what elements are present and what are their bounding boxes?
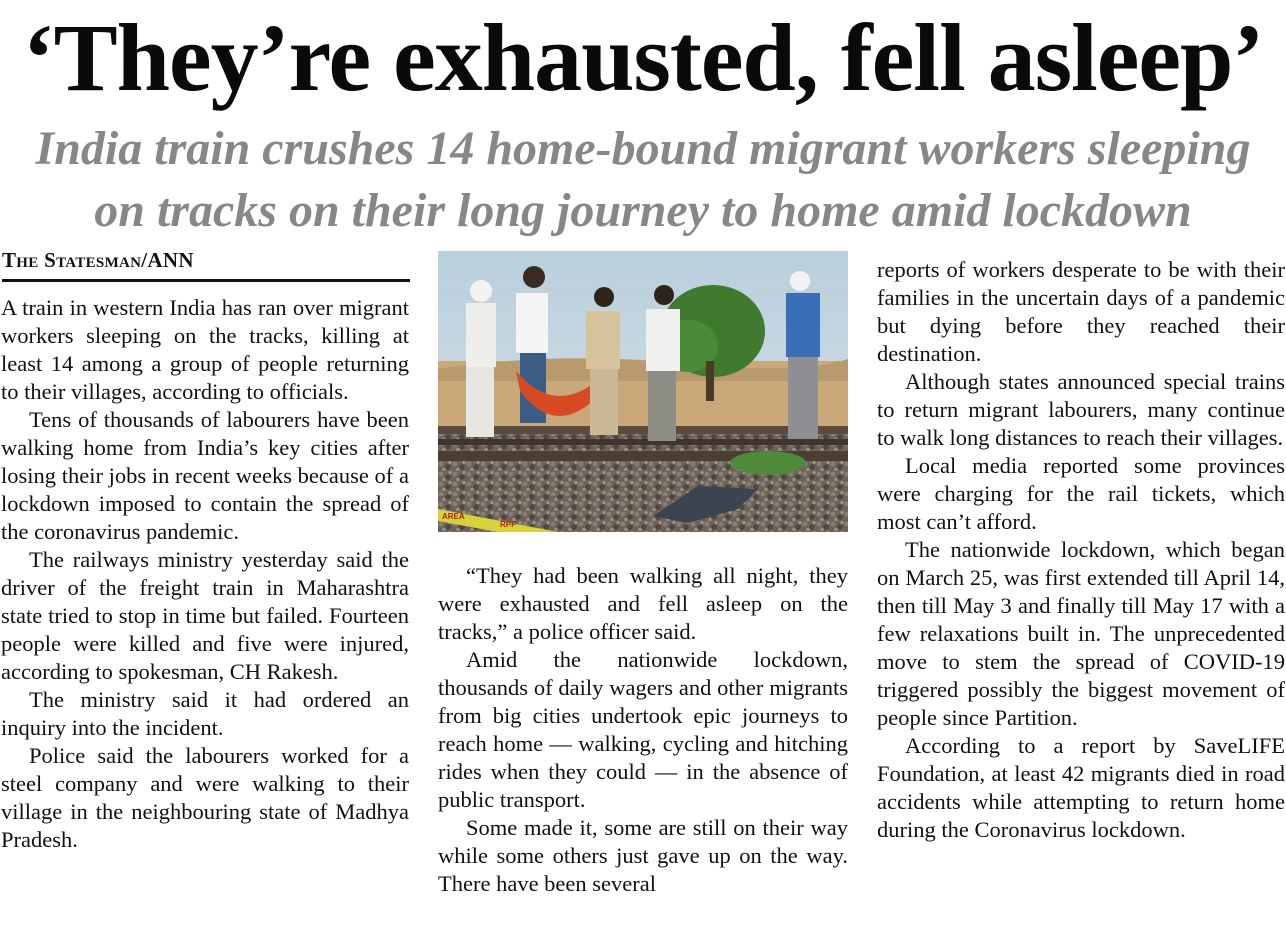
tape-text-area: AREA	[442, 512, 465, 521]
subheadline-line-1: India train crushes 14 home-bound migrant workers sleeping	[35, 122, 1251, 175]
paragraph: The ministry said it had ordered an inquiry into the incident.	[1, 687, 409, 740]
paragraph: Although states announced special trains to return migrant labourers, many continue to walk long distances to reach their villages.	[877, 369, 1285, 450]
paragraph: Local media reported some provinces were charging for the rail tickets, which most can’t afford.	[877, 453, 1285, 534]
paragraph: Some made it, some are still on their way while some others just gave up on the way. There have been several	[438, 815, 848, 896]
paragraph: reports of workers desperate to be with their families in the uncertain days of a pandemic but dying before they reached their destination.	[877, 257, 1285, 366]
paragraph: Amid the nationwide lockdown, thousands of daily wagers and other migrants from big cities undertook epic journeys to reach home — walking, cycling and hitching rides when they could — in the absence of public transport.	[438, 647, 848, 812]
news-photo	[438, 251, 848, 532]
paragraph: A train in western India has ran over migrant workers sleeping on the tracks, killing at least 14 among a group of people returning to their villages, according to officials.	[1, 295, 409, 404]
paragraph: Police said the labourers worked for a steel company and were walking to their village in the neighbouring state of Madhya Pradesh.	[1, 743, 409, 852]
paragraph: The nationwide lockdown, which began on March 25, was first extended till April 14, then till May 3 and finally till May 17 with a few relaxations built in. The unprecedented move to stem the spread of COVID-19 triggered possibly the biggest movement of people since Partition.	[877, 537, 1285, 730]
tape-text-rpf: RPF	[500, 520, 516, 529]
paragraph: “They had been walking all night, they were exhausted and fell asleep on the tracks,” a police officer said.	[438, 563, 848, 644]
paragraph: According to a report by SaveLIFE Foundation, at least 42 migrants died in road accidents while attempting to return home during the Coronavirus lockdown.	[877, 733, 1285, 842]
headline: ‘They’re exhausted, fell asleep’	[22, 4, 1264, 111]
paragraph: Tens of thousands of labourers have been walking home from India’s key cities after losing their jobs in recent weeks because of a lockdown imposed to contain the spread of the coronavirus pandemic.	[1, 407, 409, 544]
subheadline	[0, 118, 1286, 242]
byline: The Statesman/ANN	[2, 247, 410, 282]
article-column-3	[877, 256, 1285, 844]
subheadline-line-2: on tracks on their long journey to home amid lockdown	[94, 184, 1192, 237]
article-column-1	[1, 294, 409, 854]
paragraph: The railways ministry yesterday said the driver of the freight train in Maharashtra state tried to stop in time but failed. Fourteen people were killed and five were injured, according to spokesman, CH Rakesh.	[1, 547, 409, 684]
article-column-2	[438, 562, 848, 898]
